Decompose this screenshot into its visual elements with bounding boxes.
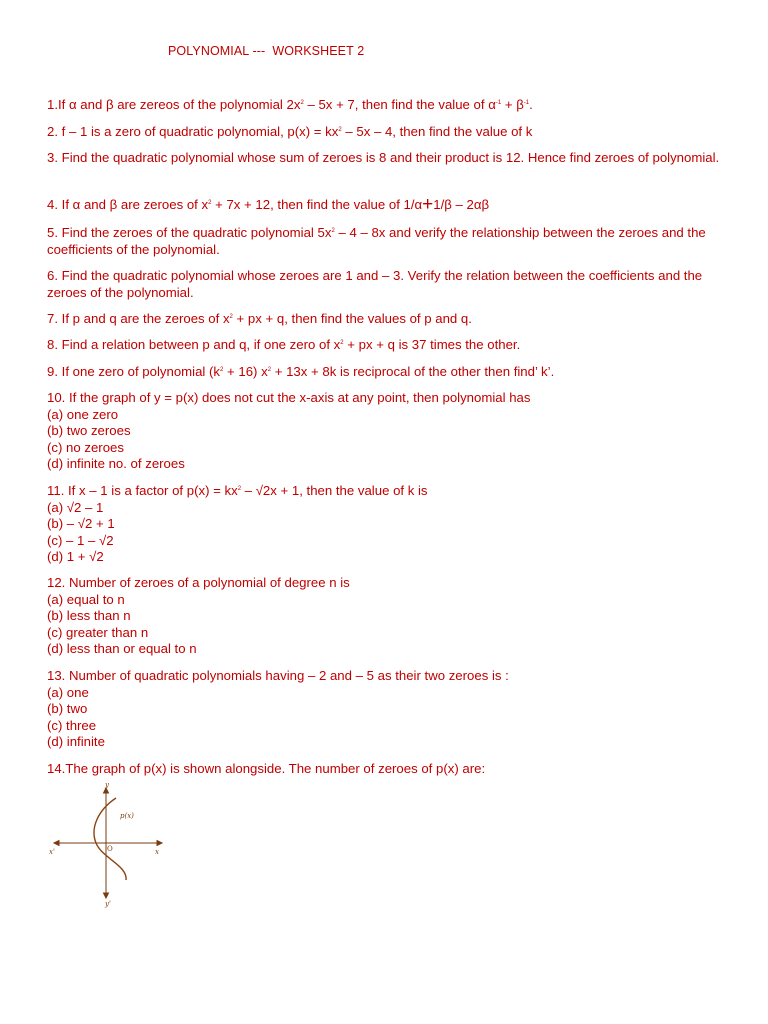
q11-text: – √2x + 1, then the value of k is bbox=[241, 483, 428, 498]
page-title: POLYNOMIAL --- WORKSHEET 2 bbox=[168, 44, 365, 58]
q9-text: 9. If one zero of polynomial (k bbox=[47, 364, 220, 379]
q1-exp: -1 bbox=[495, 100, 502, 106]
question-text bbox=[47, 483, 727, 500]
q5-text: – 4 – 8x and verify the relationship between the zeroes and the coefficients of the polynomial. bbox=[47, 225, 706, 257]
x-axis-label: x bbox=[155, 848, 159, 856]
x-arrow-left bbox=[54, 841, 59, 846]
q2-exp: 2 bbox=[338, 127, 342, 133]
q7-exp: 2 bbox=[229, 314, 233, 320]
q5-exp: 2 bbox=[331, 228, 335, 234]
q1-text: – 5x + 7, then find the value of α bbox=[303, 97, 496, 112]
question-text: 12. Number of zeroes of a polynomial of degree n is bbox=[47, 575, 350, 590]
q9-text: + 13x + 8k is reciprocal of the other then find’ k’. bbox=[271, 364, 555, 379]
option-a: (a) equal to n bbox=[47, 591, 125, 607]
option-d: (d) infinite bbox=[47, 734, 105, 750]
option-d: (d) infinite no. of zeroes bbox=[47, 456, 185, 472]
q9-text: + 16) x bbox=[223, 364, 268, 379]
q1-exp: 2 bbox=[300, 100, 304, 106]
curve-label: p(x) bbox=[120, 812, 134, 820]
question-13 bbox=[47, 668, 727, 751]
q8-text: 8. Find a relation between p and q, if one zero of x bbox=[47, 337, 341, 352]
question-9 bbox=[47, 364, 727, 381]
q8-exp: 2 bbox=[340, 340, 344, 346]
question-text: 13. Number of quadratic polynomials having – 2 and – 5 as their two zeroes is : bbox=[47, 668, 509, 683]
q11-text: 11. If x – 1 is a factor of p(x) = kx bbox=[47, 483, 238, 498]
option-b: (b) two bbox=[47, 701, 88, 717]
question-12 bbox=[47, 575, 727, 658]
q4-exp: 2 bbox=[208, 200, 212, 206]
q7-text: + px + q, then find the values of p and q. bbox=[232, 311, 472, 326]
y-neg-label: y' bbox=[105, 900, 111, 908]
option-c: (c) greater than n bbox=[47, 624, 149, 640]
option-d: (d) less than or equal to n bbox=[47, 641, 197, 657]
polynomial-graph bbox=[44, 780, 174, 910]
question-7 bbox=[47, 311, 727, 328]
question-8 bbox=[47, 337, 727, 354]
question-1 bbox=[47, 97, 727, 114]
q5-text: 5. Find the zeroes of the quadratic polynomial 5x bbox=[47, 225, 332, 240]
q4-text: 4. If α and β are zeroes of x bbox=[47, 197, 209, 212]
q1-exp: -1 bbox=[523, 100, 530, 106]
option-c: (c) three bbox=[47, 717, 97, 733]
question-text: 10. If the graph of y = p(x) does not cut the x-axis at any point, then polynomial has bbox=[47, 390, 531, 405]
question-5 bbox=[47, 225, 727, 258]
q8-text: + px + q is 37 times the other. bbox=[343, 337, 521, 352]
question-10 bbox=[47, 390, 727, 473]
option-a: (a) one bbox=[47, 684, 89, 700]
q2-text: 2. f – 1 is a zero of quadratic polynomial, p(x) = kx bbox=[47, 124, 339, 139]
option-c: (c) – 1 – √2 bbox=[47, 532, 114, 548]
x-neg-label: x' bbox=[49, 848, 55, 856]
question-2 bbox=[47, 124, 727, 141]
question-14: 14.The graph of p(x) is shown alongside. The number of zeroes of p(x) are: bbox=[47, 761, 486, 776]
q7-text: 7. If p and q are the zeroes of x bbox=[47, 311, 230, 326]
q11-exp: 2 bbox=[237, 486, 242, 492]
option-b: (b) less than n bbox=[47, 608, 131, 624]
option-c: (c) no zeroes bbox=[47, 439, 124, 455]
q4-text: + 7x + 12, then find the value of 1/α bbox=[211, 197, 423, 212]
x-arrow-right bbox=[157, 841, 162, 846]
question-6: 6. Find the quadratic polynomial whose zeroes are 1 and – 3. Verify the relation between the coefficients and the zeroes of the polynomial. bbox=[47, 268, 703, 300]
option-b: (b) two zeroes bbox=[47, 423, 131, 439]
option-a: (a) one zero bbox=[47, 406, 119, 422]
q9-exp: 2 bbox=[267, 367, 272, 373]
q1-text: 1.If α and β are zereos of the polynomial 2x bbox=[47, 97, 301, 112]
question-3: 3. Find the quadratic polynomial whose sum of zeroes is 8 and their product is 12. Hence find zeroes of polynomial. bbox=[47, 150, 720, 165]
y-axis-label: y bbox=[105, 781, 109, 789]
origin-label: O bbox=[107, 845, 113, 853]
question-4 bbox=[47, 194, 727, 215]
option-a: (a) √2 – 1 bbox=[47, 499, 104, 515]
q4-plus: + bbox=[422, 194, 434, 215]
option-d: (d) 1 + √2 bbox=[47, 549, 104, 565]
option-b: (b) – √2 + 1 bbox=[47, 516, 115, 532]
q1-text: + β bbox=[501, 97, 524, 112]
q9-exp: 2 bbox=[220, 367, 224, 373]
polynomial-curve bbox=[94, 798, 126, 880]
question-11 bbox=[47, 483, 727, 566]
q1-text: . bbox=[529, 97, 533, 112]
y-arrow-down bbox=[104, 893, 109, 898]
q4-text: 1/β – 2αβ bbox=[433, 197, 490, 212]
q2-text: – 5x – 4, then find the value of k bbox=[341, 124, 533, 139]
